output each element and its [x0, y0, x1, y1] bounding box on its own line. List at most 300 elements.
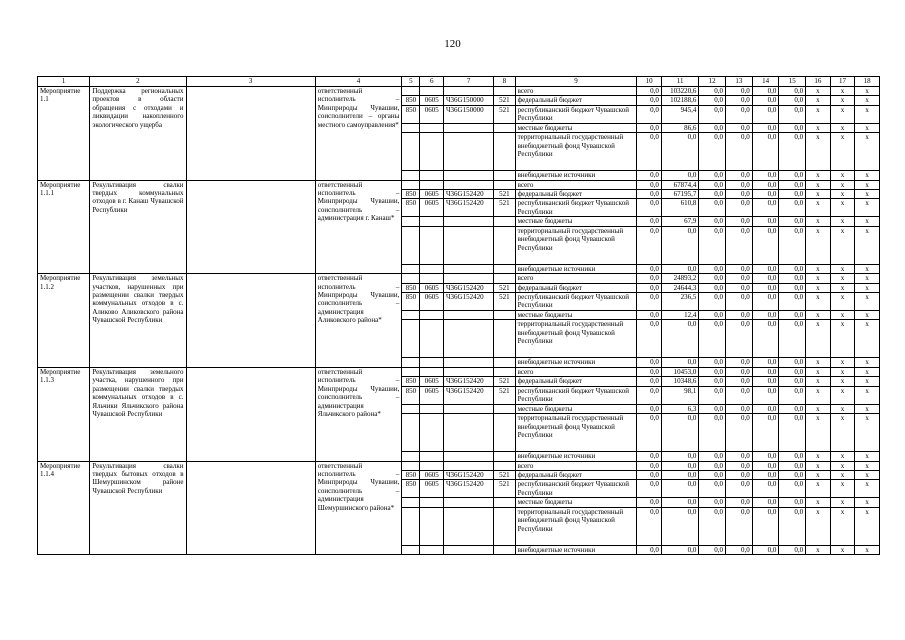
year-value-12: 0,0 — [699, 414, 726, 452]
funding-source: территориальный государственный внебюджетный фонд Чувашской Республики — [515, 507, 637, 545]
year-value-16: x — [806, 452, 831, 461]
funding-source: внебюджетные источники — [515, 452, 637, 461]
target-article-code — [443, 404, 493, 413]
event-number: Мероприятие 1.1.3 — [38, 367, 90, 461]
year-value-14: 0,0 — [752, 199, 779, 217]
target-article-code — [443, 320, 493, 358]
year-value-12: 0,0 — [699, 274, 726, 283]
year-value-13: 0,0 — [726, 386, 753, 404]
year-value-17: x — [830, 358, 855, 367]
year-value-15: 0,0 — [779, 507, 806, 545]
grbs-code — [402, 452, 420, 461]
year-value-14: 0,0 — [752, 226, 779, 264]
expense-type-code — [494, 171, 515, 180]
year-value-16: x — [806, 498, 831, 507]
year-value-15: 0,0 — [779, 274, 806, 283]
year-value-13: 0,0 — [726, 293, 753, 311]
year-value-15: 0,0 — [779, 123, 806, 132]
year-value-18: x — [855, 293, 880, 311]
target-article-code: Ч36G152420 — [443, 199, 493, 217]
year-value-16: x — [806, 311, 831, 320]
expense-type-code — [494, 461, 515, 470]
section-code — [420, 404, 444, 413]
section-code — [420, 461, 444, 470]
year-value-15: 0,0 — [779, 320, 806, 358]
column-header-18: 18 — [855, 77, 880, 87]
year-value-18: x — [855, 480, 880, 498]
year-value-16: x — [806, 87, 831, 96]
expense-type-code: 521 — [494, 377, 515, 386]
section-code: 0605 — [420, 470, 444, 479]
grbs-code: 850 — [402, 96, 420, 105]
expense-type-code — [494, 311, 515, 320]
year-value-12: 0,0 — [699, 105, 726, 123]
funding-source: территориальный государственный внебюджетный фонд Чувашской Республики — [515, 414, 637, 452]
year-value-14: 0,0 — [752, 404, 779, 413]
target-article-code — [443, 452, 493, 461]
year-value-14: 0,0 — [752, 377, 779, 386]
year-value-10: 0,0 — [637, 226, 662, 264]
year-value-11: 0,0 — [661, 414, 698, 452]
year-value-15: 0,0 — [779, 404, 806, 413]
empty-cell — [186, 87, 315, 181]
grbs-code — [402, 414, 420, 452]
year-value-10: 0,0 — [637, 386, 662, 404]
target-article-code: Ч36G150000 — [443, 96, 493, 105]
expense-type-code — [494, 367, 515, 376]
column-header-11: 11 — [661, 77, 698, 87]
grbs-code — [402, 545, 420, 554]
target-article-code — [443, 311, 493, 320]
year-value-17: x — [830, 133, 855, 171]
year-value-17: x — [830, 404, 855, 413]
year-value-11: 24644,3 — [661, 283, 698, 292]
column-header-3: 3 — [186, 77, 315, 87]
year-value-13: 0,0 — [726, 190, 753, 199]
year-value-14: 0,0 — [752, 470, 779, 479]
year-value-16: x — [806, 386, 831, 404]
expense-type-code: 521 — [494, 105, 515, 123]
section-code — [420, 414, 444, 452]
responsible-executor: ответственный исполнитель – Минприроды Чувашии, соисполнитель – администрация Яльчикского района* — [315, 367, 402, 461]
target-article-code — [443, 226, 493, 264]
target-article-code — [443, 367, 493, 376]
table-row — [38, 87, 880, 96]
year-value-12: 0,0 — [699, 545, 726, 554]
year-value-17: x — [830, 105, 855, 123]
section-code — [420, 311, 444, 320]
event-name: Рекультивация земельных участков, нарушенных при размещении свалки твердых коммунальных отходов в с. Аликово Аликовского района Чувашской Республики — [90, 274, 186, 368]
grbs-code — [402, 217, 420, 226]
target-article-code: Ч36G152420 — [443, 470, 493, 479]
year-value-14: 0,0 — [752, 358, 779, 367]
year-value-16: x — [806, 180, 831, 189]
year-value-10: 0,0 — [637, 133, 662, 171]
target-article-code — [443, 461, 493, 470]
year-value-15: 0,0 — [779, 470, 806, 479]
funding-table — [37, 76, 880, 555]
year-value-17: x — [830, 320, 855, 358]
expense-type-code — [494, 545, 515, 554]
year-value-15: 0,0 — [779, 171, 806, 180]
expense-type-code — [494, 452, 515, 461]
year-value-13: 0,0 — [726, 498, 753, 507]
year-value-10: 0,0 — [637, 358, 662, 367]
year-value-12: 0,0 — [699, 507, 726, 545]
empty-cell — [186, 274, 315, 368]
year-value-16: x — [806, 264, 831, 273]
responsible-executor: ответственный исполнитель – Минприроды Чувашии, соисполнитель – администрация Шемуршинского района* — [315, 461, 402, 555]
section-code — [420, 320, 444, 358]
year-value-14: 0,0 — [752, 498, 779, 507]
year-value-14: 0,0 — [752, 320, 779, 358]
event-number: Мероприятие 1.1.2 — [38, 274, 90, 368]
funding-source: всего — [515, 87, 637, 96]
year-value-11: 0,0 — [661, 226, 698, 264]
responsible-executor: ответственный исполнитель – Минприроды Чувашии, соисполнитель – администрация Аликовского района* — [315, 274, 402, 368]
funding-source: федеральный бюджет — [515, 283, 637, 292]
expense-type-code: 521 — [494, 96, 515, 105]
year-value-14: 0,0 — [752, 274, 779, 283]
year-value-14: 0,0 — [752, 414, 779, 452]
year-value-17: x — [830, 461, 855, 470]
expense-type-code: 521 — [494, 190, 515, 199]
grbs-code — [402, 461, 420, 470]
year-value-10: 0,0 — [637, 293, 662, 311]
year-value-13: 0,0 — [726, 171, 753, 180]
section-code — [420, 180, 444, 189]
funding-source: республиканский бюджет Чувашской Республики — [515, 480, 637, 498]
expense-type-code — [494, 404, 515, 413]
section-code — [420, 226, 444, 264]
year-value-11: 10453,0 — [661, 367, 698, 376]
target-article-code — [443, 171, 493, 180]
year-value-18: x — [855, 452, 880, 461]
year-value-16: x — [806, 404, 831, 413]
section-code — [420, 133, 444, 171]
event-number: Мероприятие 1.1 — [38, 87, 90, 181]
year-value-18: x — [855, 311, 880, 320]
section-code: 0605 — [420, 480, 444, 498]
year-value-10: 0,0 — [637, 180, 662, 189]
page-number: 120 — [444, 38, 461, 50]
grbs-code: 850 — [402, 190, 420, 199]
year-value-16: x — [806, 96, 831, 105]
grbs-code — [402, 180, 420, 189]
funding-source: всего — [515, 274, 637, 283]
column-header-14: 14 — [752, 77, 779, 87]
year-value-17: x — [830, 414, 855, 452]
column-header-7: 7 — [443, 77, 493, 87]
grbs-code — [402, 404, 420, 413]
year-value-15: 0,0 — [779, 87, 806, 96]
year-value-18: x — [855, 96, 880, 105]
year-value-17: x — [830, 377, 855, 386]
funding-source: территориальный государственный внебюджетный фонд Чувашской Республики — [515, 133, 637, 171]
year-value-16: x — [806, 171, 831, 180]
target-article-code — [443, 545, 493, 554]
year-value-10: 0,0 — [637, 264, 662, 273]
year-value-11: 67874,4 — [661, 180, 698, 189]
year-value-15: 0,0 — [779, 480, 806, 498]
grbs-code — [402, 358, 420, 367]
year-value-11: 0,0 — [661, 498, 698, 507]
year-value-17: x — [830, 545, 855, 554]
funding-source: территориальный государственный внебюджетный фонд Чувашской Республики — [515, 226, 637, 264]
year-value-16: x — [806, 226, 831, 264]
column-number-row — [38, 77, 880, 87]
year-value-10: 0,0 — [637, 190, 662, 199]
year-value-18: x — [855, 461, 880, 470]
table-row — [38, 274, 880, 283]
year-value-17: x — [830, 498, 855, 507]
expense-type-code — [494, 264, 515, 273]
expense-type-code: 521 — [494, 293, 515, 311]
expense-type-code — [494, 87, 515, 96]
year-value-13: 0,0 — [726, 123, 753, 132]
target-article-code: Ч36G152420 — [443, 190, 493, 199]
section-code — [420, 264, 444, 273]
section-code: 0605 — [420, 386, 444, 404]
section-code — [420, 507, 444, 545]
grbs-code: 850 — [402, 199, 420, 217]
year-value-17: x — [830, 180, 855, 189]
year-value-17: x — [830, 386, 855, 404]
responsible-executor: ответственный исполнитель – Минприроды Чувашии, соисполнитель – администрация г. Канаш* — [315, 180, 402, 274]
year-value-10: 0,0 — [637, 461, 662, 470]
grbs-code — [402, 133, 420, 171]
year-value-15: 0,0 — [779, 386, 806, 404]
year-value-18: x — [855, 123, 880, 132]
year-value-10: 0,0 — [637, 414, 662, 452]
column-header-4: 4 — [315, 77, 402, 87]
column-header-6: 6 — [420, 77, 444, 87]
year-value-14: 0,0 — [752, 123, 779, 132]
funding-source: республиканский бюджет Чувашской Республики — [515, 293, 637, 311]
grbs-code: 850 — [402, 283, 420, 292]
year-value-13: 0,0 — [726, 87, 753, 96]
year-value-18: x — [855, 105, 880, 123]
section-code — [420, 217, 444, 226]
target-article-code: Ч36G152420 — [443, 283, 493, 292]
year-value-14: 0,0 — [752, 545, 779, 554]
year-value-10: 0,0 — [637, 480, 662, 498]
expense-type-code — [494, 414, 515, 452]
year-value-13: 0,0 — [726, 320, 753, 358]
column-header-5: 5 — [402, 77, 420, 87]
year-value-17: x — [830, 190, 855, 199]
year-value-13: 0,0 — [726, 358, 753, 367]
table-row — [38, 367, 880, 376]
year-value-18: x — [855, 87, 880, 96]
year-value-15: 0,0 — [779, 452, 806, 461]
year-value-15: 0,0 — [779, 105, 806, 123]
year-value-13: 0,0 — [726, 217, 753, 226]
year-value-18: x — [855, 180, 880, 189]
year-value-13: 0,0 — [726, 283, 753, 292]
target-article-code: Ч36G152420 — [443, 480, 493, 498]
year-value-12: 0,0 — [699, 123, 726, 132]
grbs-code — [402, 171, 420, 180]
year-value-13: 0,0 — [726, 199, 753, 217]
column-header-1: 1 — [38, 77, 90, 87]
year-value-17: x — [830, 217, 855, 226]
year-value-16: x — [806, 217, 831, 226]
expense-type-code: 521 — [494, 199, 515, 217]
year-value-11: 0,0 — [661, 171, 698, 180]
year-value-16: x — [806, 133, 831, 171]
year-value-11: 86,6 — [661, 123, 698, 132]
target-article-code — [443, 217, 493, 226]
section-code — [420, 452, 444, 461]
section-code: 0605 — [420, 96, 444, 105]
grbs-code: 850 — [402, 470, 420, 479]
section-code — [420, 545, 444, 554]
year-value-18: x — [855, 498, 880, 507]
table-row — [38, 180, 880, 189]
year-value-18: x — [855, 386, 880, 404]
section-code: 0605 — [420, 283, 444, 292]
year-value-16: x — [806, 367, 831, 376]
year-value-10: 0,0 — [637, 470, 662, 479]
section-code: 0605 — [420, 293, 444, 311]
funding-source: территориальный государственный внебюджетный фонд Чувашской Республики — [515, 320, 637, 358]
grbs-code — [402, 311, 420, 320]
year-value-16: x — [806, 190, 831, 199]
expense-type-code — [494, 226, 515, 264]
target-article-code — [443, 133, 493, 171]
year-value-14: 0,0 — [752, 507, 779, 545]
year-value-13: 0,0 — [726, 414, 753, 452]
year-value-15: 0,0 — [779, 283, 806, 292]
grbs-code — [402, 320, 420, 358]
year-value-15: 0,0 — [779, 498, 806, 507]
year-value-10: 0,0 — [637, 171, 662, 180]
year-value-11: 10348,6 — [661, 377, 698, 386]
year-value-14: 0,0 — [752, 171, 779, 180]
year-value-10: 0,0 — [637, 404, 662, 413]
year-value-11: 0,0 — [661, 320, 698, 358]
year-value-12: 0,0 — [699, 87, 726, 96]
year-value-13: 0,0 — [726, 367, 753, 376]
column-header-8: 8 — [494, 77, 515, 87]
year-value-12: 0,0 — [699, 452, 726, 461]
year-value-13: 0,0 — [726, 470, 753, 479]
year-value-16: x — [806, 480, 831, 498]
year-value-10: 0,0 — [637, 367, 662, 376]
year-value-11: 102188,6 — [661, 96, 698, 105]
year-value-12: 0,0 — [699, 367, 726, 376]
year-value-10: 0,0 — [637, 545, 662, 554]
year-value-18: x — [855, 264, 880, 273]
expense-type-code — [494, 123, 515, 132]
year-value-13: 0,0 — [726, 480, 753, 498]
year-value-13: 0,0 — [726, 461, 753, 470]
funding-source: внебюджетные источники — [515, 545, 637, 554]
year-value-14: 0,0 — [752, 293, 779, 311]
year-value-14: 0,0 — [752, 133, 779, 171]
year-value-12: 0,0 — [699, 171, 726, 180]
year-value-14: 0,0 — [752, 452, 779, 461]
section-code: 0605 — [420, 199, 444, 217]
year-value-18: x — [855, 470, 880, 479]
year-value-17: x — [830, 283, 855, 292]
section-code — [420, 367, 444, 376]
responsible-executor: ответственный исполнитель – Минприроды Чувашии, соисполнители – органы местного самоуправления* — [315, 87, 402, 181]
year-value-10: 0,0 — [637, 274, 662, 283]
year-value-11: 67195,7 — [661, 190, 698, 199]
grbs-code: 850 — [402, 293, 420, 311]
year-value-13: 0,0 — [726, 105, 753, 123]
year-value-18: x — [855, 199, 880, 217]
expense-type-code — [494, 320, 515, 358]
year-value-11: 0,0 — [661, 461, 698, 470]
year-value-12: 0,0 — [699, 190, 726, 199]
event-name: Рекультивация свалки твердых коммунальных отходов в г. Канаш Чувашской Республики — [90, 180, 186, 274]
funding-source: федеральный бюджет — [515, 190, 637, 199]
empty-cell — [186, 461, 315, 555]
year-value-18: x — [855, 133, 880, 171]
year-value-16: x — [806, 105, 831, 123]
year-value-16: x — [806, 293, 831, 311]
section-code — [420, 171, 444, 180]
year-value-16: x — [806, 414, 831, 452]
target-article-code — [443, 498, 493, 507]
year-value-12: 0,0 — [699, 133, 726, 171]
year-value-11: 12,4 — [661, 311, 698, 320]
funding-source: всего — [515, 367, 637, 376]
year-value-10: 0,0 — [637, 377, 662, 386]
column-header-9: 9 — [515, 77, 637, 87]
year-value-13: 0,0 — [726, 180, 753, 189]
year-value-17: x — [830, 226, 855, 264]
year-value-12: 0,0 — [699, 96, 726, 105]
year-value-18: x — [855, 226, 880, 264]
year-value-15: 0,0 — [779, 545, 806, 554]
year-value-17: x — [830, 452, 855, 461]
year-value-10: 0,0 — [637, 217, 662, 226]
year-value-15: 0,0 — [779, 133, 806, 171]
year-value-18: x — [855, 283, 880, 292]
grbs-code — [402, 274, 420, 283]
target-article-code: Ч36G152420 — [443, 293, 493, 311]
year-value-15: 0,0 — [779, 293, 806, 311]
year-value-15: 0,0 — [779, 414, 806, 452]
section-code: 0605 — [420, 377, 444, 386]
funding-source: местные бюджеты — [515, 311, 637, 320]
year-value-10: 0,0 — [637, 87, 662, 96]
year-value-11: 0,0 — [661, 470, 698, 479]
year-value-11: 0,0 — [661, 452, 698, 461]
year-value-17: x — [830, 507, 855, 545]
target-article-code — [443, 414, 493, 452]
year-value-15: 0,0 — [779, 217, 806, 226]
target-article-code: Ч36G152420 — [443, 386, 493, 404]
target-article-code — [443, 264, 493, 273]
year-value-11: 0,0 — [661, 480, 698, 498]
funding-source: всего — [515, 180, 637, 189]
target-article-code — [443, 274, 493, 283]
year-value-13: 0,0 — [726, 226, 753, 264]
grbs-code: 850 — [402, 386, 420, 404]
grbs-code: 850 — [402, 480, 420, 498]
year-value-17: x — [830, 96, 855, 105]
column-header-15: 15 — [779, 77, 806, 87]
year-value-13: 0,0 — [726, 133, 753, 171]
year-value-12: 0,0 — [699, 404, 726, 413]
year-value-14: 0,0 — [752, 283, 779, 292]
year-value-16: x — [806, 461, 831, 470]
